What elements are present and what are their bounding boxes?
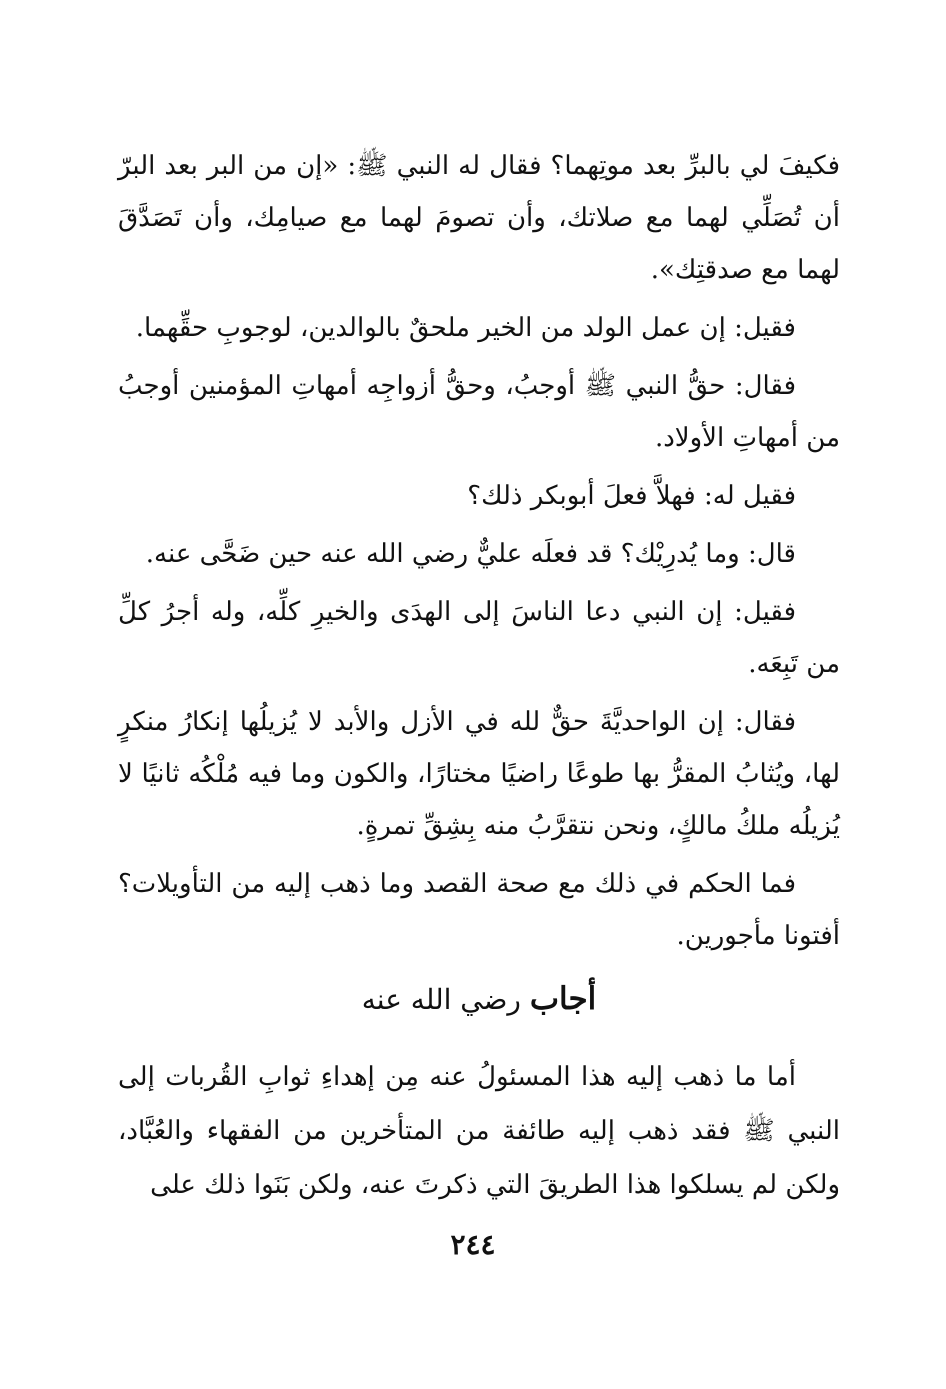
heading-rest: رضي الله عنه — [361, 983, 521, 1016]
answer-paragraph: أما ما ذهب إليه هذا المسئولُ عنه مِن إهداءِ ثوابِ القُربات إلى النبي ﷺ فقد ذهب إليه طائفة من المتأخرين من الفقهاء والعُبَّاد، ولكن لم يسلكوا هذا الطريقَ التي ذكرتَ عنه، ولكن بَنَوا ذلك على — [118, 1062, 840, 1200]
paragraph-7: فقال: إن الواحديَّةَ حقٌّ لله في الأزل والأبد لا يُزيلُها إنكارُ منكرٍ لها، ويُثابُ المقرُّ بها طوعًا راضيًا مختارًا، والكون وما فيه مُلْكُه ثانيًا لا يُزيلُه ملكُ مالكٍ، ونحن نتقرَّبُ منه بِشِقِّ تمرةٍ. — [118, 707, 840, 841]
paragraph-5: قال: وما يُدرِيْك؟ قد فعلَه عليٌّ رضي الله عنه حين ضَحَّى عنه. — [145, 539, 796, 569]
paragraph-1: فكيفَ لي بالبرِّ بعد موتِهما؟ فقال له النبي ﷺ: «إن من البر بعد البرّ أن تُصَلِّي لهما مع صلاتك، وأن تصومَ لهما مع صيامِك، وأن تَصَدَّقَ لهما مع صدقتِك». — [118, 151, 841, 285]
paragraph-8: فما الحكم في ذلك مع صحة القصد وما ذهب إليه من التأويلات؟ أفتونا مأجورين. — [118, 869, 840, 951]
paragraph-6: فقيل: إن النبي دعا الناسَ إلى الهدَى والخيرِ كلِّه، وله أجرُ كلِّ من تَبِعَه. — [118, 597, 840, 679]
page-number: ٢٤٤ — [450, 1228, 496, 1261]
paragraph-4: فقيل له: فهلاَّ فعلَ أبوبكر ذلك؟ — [467, 481, 796, 511]
paragraph-3: فقال: حقُّ النبي ﷺ أوجبُ، وحقُّ أزواجِه أمهاتِ المؤمنين أوجبُ من أمهاتِ الأولاد. — [118, 371, 840, 453]
section-heading — [118, 975, 840, 1024]
heading-bold-word: أجاب — [529, 981, 597, 1017]
question-text-block — [118, 140, 840, 968]
paragraph-2: فقيل: إن عمل الولد من الخير ملحقٌ بالوالدين، لوجوبِ حقِّهما. — [135, 313, 796, 343]
